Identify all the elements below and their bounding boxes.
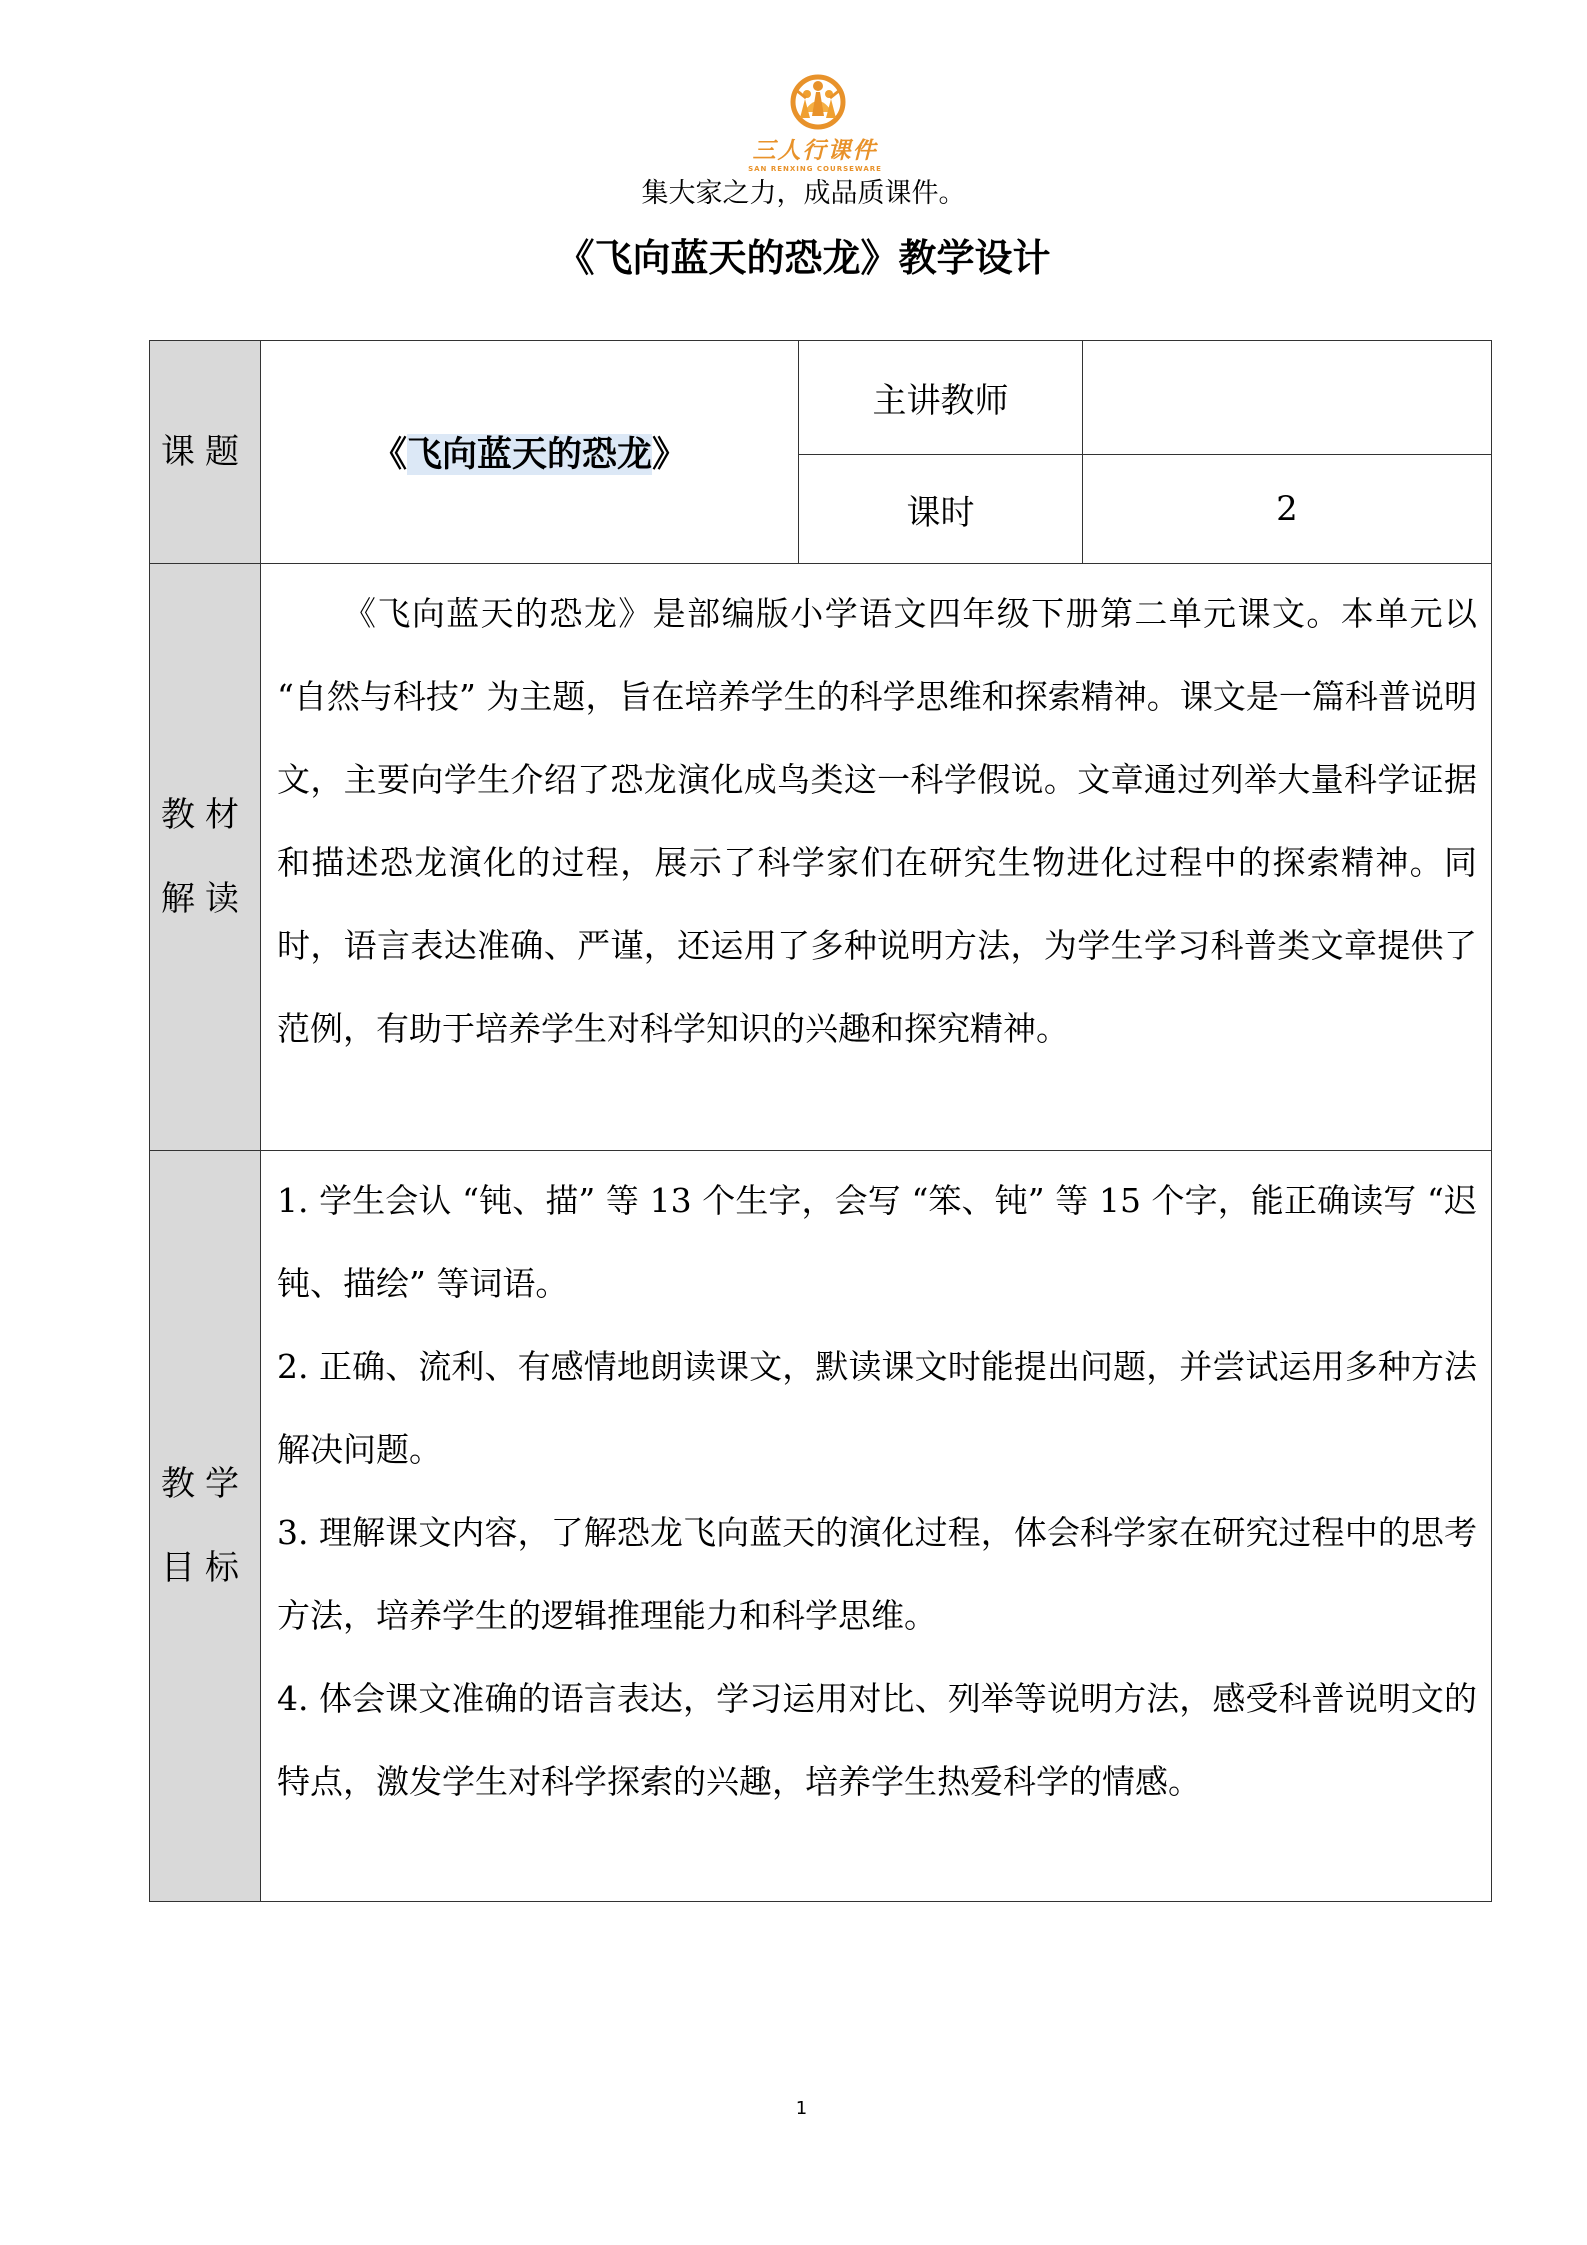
topic-open-bracket: 《 [371, 434, 407, 475]
goal-item-1: 1. 学生会认 “钝、描” 等 13 个生字，会写 “笨、钝” 等 15 个字，能正确读写 “迟钝、描绘” 等词语。 [277, 1181, 1477, 1303]
goals-text-cell [261, 1151, 1492, 1902]
topic-label: 课题 [161, 432, 249, 472]
periods-value: 2 [1276, 489, 1298, 529]
logo-figure-icon [790, 72, 846, 136]
topic-label-cell [150, 341, 261, 564]
periods-label-cell [799, 455, 1083, 564]
analysis-label-line1: 教材 [161, 795, 249, 835]
analysis-label-cell [150, 564, 261, 1151]
teacher-value-cell [1083, 341, 1492, 455]
analysis-text-cell [261, 564, 1492, 1151]
goal-item-2: 2. 正确、流利、有感情地朗读课文，默读课文时能提出问题，并尝试运用多种方法解决问题。 [277, 1347, 1477, 1469]
lesson-plan-table [149, 340, 1492, 1902]
periods-value-cell [1083, 455, 1492, 564]
logo [740, 72, 890, 178]
slogan: 集大家之力，成品质课件。 [641, 178, 966, 209]
topic-row [150, 341, 1492, 455]
goal-item-4: 4. 体会课文准确的语言表达，学习运用对比、列举等说明方法，感受科普说明文的特点，激发学生对科学探索的兴趣，培养学生热爱科学的情感。 [277, 1679, 1477, 1801]
goals-label-line1: 教学 [161, 1464, 249, 1504]
topic-title-cell [261, 341, 799, 564]
goal-item-3: 3. 理解课文内容，了解恐龙飞向蓝天的演化过程，体会科学家在研究过程中的思考方法，培养学生的逻辑推理能力和科学思维。 [277, 1513, 1477, 1635]
logo-name: 三人行课件 [752, 137, 878, 164]
periods-label: 课时 [906, 492, 975, 533]
goals-label-line2: 目标 [161, 1548, 249, 1588]
logo-english-name: SAN RENXING COURSEWARE [748, 165, 882, 173]
analysis-row [150, 564, 1492, 1151]
teacher-label-cell [799, 341, 1083, 455]
topic-title-highlighted: 飞向蓝天的恐龙 [406, 434, 652, 475]
goals-label-cell [150, 1151, 261, 1902]
document-title: 《飞向蓝天的恐龙》教学设计 [556, 235, 1051, 280]
teacher-label: 主讲教师 [872, 381, 1009, 421]
analysis-label-line2: 解读 [161, 879, 249, 919]
analysis-text: 《飞向蓝天的恐龙》是部编版小学语文四年级下册第二单元课文。本单元以 “自然与科技” 为主题，旨在培养学生的科学思维和探索精神。课文是一篇科普说明文，主要向学生介绍了恐龙演化成鸟类这一科学假说。文章通过列举大量科学证据和描述恐龙演化的过程，展示了科学家们在研究生物进化过程中的探索精神。同时，语言表达准确、严谨，还运用了多种说明方法，为学生学习科普类文章提供了范例，有助于培养学生对科学知识的兴趣和探究精神。 [277, 594, 1477, 1048]
goals-row [150, 1151, 1492, 1902]
page-number: 1 [795, 2098, 808, 2119]
topic-close-bracket: 》 [652, 434, 688, 475]
